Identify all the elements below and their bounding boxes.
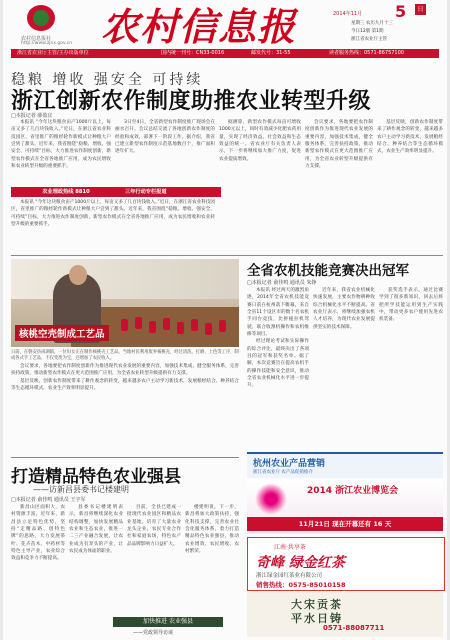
lead-column: 3日至4日，全省新型农作制度推广现场会在丽水召开。会议总结交流了各地创新农作制度的经验和成效，部署下一阶段工作。据介绍，我省已建立新型农作制度示范基地数百个，推广面积逐年扩大。	[115, 120, 215, 155]
photo-cutline: 日前，在磐安县尚湖镇，一位妇女正在制作核桃壳工艺品。当地村民利用废弃核桃壳，经过清洗、打磨、上色等工序，制成各式手工艺品，不仅变废为宝，还增加了农民收入。	[11, 350, 239, 361]
issue-day-box: 日	[415, 4, 426, 15]
info-cn-number: 国内统一刊号：CN33-0016	[161, 50, 225, 56]
lead-column: 据测算，新型农作模式每亩可增收1000元以上，同时有效减少化肥农药用量，实现了经济效益、社会效益和生态效益的统一。省农业厅有关负责人表示，下一步将继续加大推广力度，促进农业提质增效。	[219, 120, 301, 162]
ad-company: 浙江绿金园红茶业有限公司	[256, 573, 323, 579]
right-story-column: 获奖选手表示，通过比赛学到了很多新知识，回去后将把所学技能运用到生产实践中，带动更多农户使用先进农机装备。	[379, 288, 443, 323]
lead-byline: □本报记者 薛盈宜	[11, 113, 53, 119]
section-divider	[11, 255, 443, 256]
section-divider	[11, 457, 239, 458]
ad-subtitle: 浙江省农业厅 农产品促销推介	[253, 470, 313, 475]
feature-column: 新昌山区面积大，农村资源丰富。近年来，新昌县立足特色优势，坚持“走精品路、创特色牌”的思路，大力发展茶叶、花卉苗木、中药材等特色主导产业，农业综合效益和竞争力不断提高。	[11, 505, 65, 562]
ad-title: 2014 浙江农业博览会	[307, 486, 399, 496]
issue-day: 5	[395, 2, 407, 21]
feature-column: 目前，全县已建成一批现代农业园区和精品农业基地，培育了大量农业龙头企业、农民专业合作社和家庭农场，特色农产品品牌影响力日益扩大。	[127, 505, 181, 547]
lead-column: 基层反映，创新农作制度带来了耕作观念的转变，越来越多农户主动学习新技术，发展粮经结合、种养结合等生态循环模式，农业生产效率明显提升。	[377, 120, 443, 155]
logo-name: 农村信息报社	[21, 36, 52, 42]
lead-column: 会议要求，各地要把农作制度创新作为推进现代农业发展的重要内容，加强技术集成，健全服务体系，完善扶持政策，推动新型农作模式在更大范围推广应用，为全省农业转型升级提供有力支撑。	[305, 120, 373, 170]
feature-footer-sub: ——党政领导访谈	[133, 630, 174, 636]
issue-line: 今日12版 第1期	[351, 29, 384, 34]
issue-line: 浙江省农业厅主管	[351, 37, 387, 42]
logo-url: http://www.zjnx.gov.cn	[21, 41, 73, 46]
action-banner: 三年行动专栏报道	[121, 187, 221, 197]
right-story-column: 近年来，我省农业机械化快速发展，主要农作物耕种收综合机械化水平不断提高。省农业厅表示，将继续加强农机人才培养，为现代农业发展提供坚实的技术保障。	[313, 288, 375, 330]
ad-slogan: 江南·共享茶	[274, 544, 306, 551]
flower-icon	[255, 483, 287, 515]
ad-tea-company	[247, 537, 445, 591]
feature-footer-banner: 加快推进 农业强县	[113, 617, 223, 627]
right-story-byline: □本报记者 俞佳鸣 通讯员 朱铮	[247, 280, 317, 286]
feature-column: 县委书记楼建明表示，新昌将继续深化农业结构调整，加快发展精品农业和生态农业，推进一二三产业融合发展，让农业成为有奔头的产业，让农民成为体面的职业。	[69, 505, 123, 555]
feature-column: 楼建明说，下一步，新昌将加大政策扶持，强化科技支撑，完善农业社会化服务体系，着力打造精品特色农业强县，推动农业增效、农民增收、农村繁荣。	[185, 505, 239, 555]
info-hotline: 读者服务热线：0571-86757100	[329, 50, 404, 56]
lead-continued: 会议要求，各地要把农作制度创新作为推进现代农业发展的重要内容，加强技术集成，健全服务体系，完善扶持政策，推动新型农作模式在更大范围推广应用，为全省农业转型升级提供有力支撑。 基层反映，创新农作制度带来了耕作观念的转变，越来越多农户主动学习新技术，发展粮经结合、种养结合等生态循环模式，农业生产效率明显提升。	[11, 364, 239, 392]
ad-agri-expo	[247, 479, 443, 534]
feature-byline: □本报记者 俞佳鸣 通讯员 王宇军	[11, 497, 86, 503]
lead-headline: 浙江创新农作制度助推农业转型升级	[11, 89, 372, 114]
ad-brand: 大宋贡茶	[291, 598, 343, 611]
lead-column: 本报讯 “今年这块粮食亩产1000斤以上，每亩又多了几百块钱收入。”近日，在浙江省农业科技园区，省里推广的粮经轮作新模式让种粮大户尝到了甜头。近年来，我省围绕“稳粮、增收、强安全、可持续”目标，大力推进农作制度创新，新型农作模式在全省各地推广应用，成为农民增收和农业转型升级的重要抓手。	[11, 200, 215, 228]
right-story-headline: 全省农机技能竞赛决出冠军	[247, 263, 409, 279]
feature-headline: 打造精品特色农业强县	[11, 467, 181, 487]
newspaper-logo-icon	[27, 5, 55, 31]
lead-column: 本报讯 “今年这块粮食亩产1000斤以上，每亩又多了几百块钱收入。”近日，在浙江省农业科技园区，省里推广的粮经轮作新模式让种粮大户尝到了甜头。近年来，我省围绕“稳粮、增收、强安全、可持续”目标，大力推进农作制度创新，新型农作模式在全省各地推广应用，成为农民增收和农业转型升级的重要抓手。	[11, 120, 111, 170]
lead-kicker: 稳粮 增收 强安全 可持续	[11, 72, 204, 88]
masthead-title: 农村信息报	[101, 4, 297, 49]
feature-subtitle: ——访新昌县委书记楼建明	[33, 485, 129, 494]
ad-countdown-bar: 11月21日 现在开幕还有 16 天	[247, 517, 443, 531]
ad-agri-marketing	[247, 452, 443, 478]
issue-date: 2014年11月	[333, 11, 363, 17]
info-sponsor: 浙江省农业厅主管/主办出版单位	[17, 50, 89, 56]
ad-brand-sub: 平水日铸	[291, 612, 343, 625]
right-story-column: 本报讯 经过两天的激烈角逐，2014年全省农机技能竞赛日前在杭州落下帷幕，来自全省11个设区市的数十名农机手同台竞技，比拼拖拉机驾驶、联合收割机操作和农机维修等项目。 经过理论考试和实际操作的综合评比，最终决出了各项目的冠军和获奖名单。据了解，本次竞赛旨在提高农机手的操作技能和安全意识，推动全省农业机械化水平进一步提升。	[247, 288, 309, 389]
ad-tribute-tea	[247, 592, 443, 637]
photo-caption: 核桃空壳制成工艺品	[15, 325, 109, 341]
newspaper-page	[3, 0, 447, 640]
hotline-banner: 农业理政热线 8810	[11, 187, 121, 197]
masthead-info-bar	[11, 49, 439, 58]
issue-line: 星期三 农历九月十三	[351, 21, 393, 26]
info-postal-code: 邮发代号：31-55	[251, 50, 291, 56]
ad-title: 杭州农业产品营销	[253, 459, 326, 469]
ad-brand: 奇峰 绿金红茶	[256, 555, 345, 571]
ad-hotline: 0571-88087711	[323, 624, 385, 632]
ad-hotline: 销售热线：0575-85010158	[256, 581, 346, 589]
